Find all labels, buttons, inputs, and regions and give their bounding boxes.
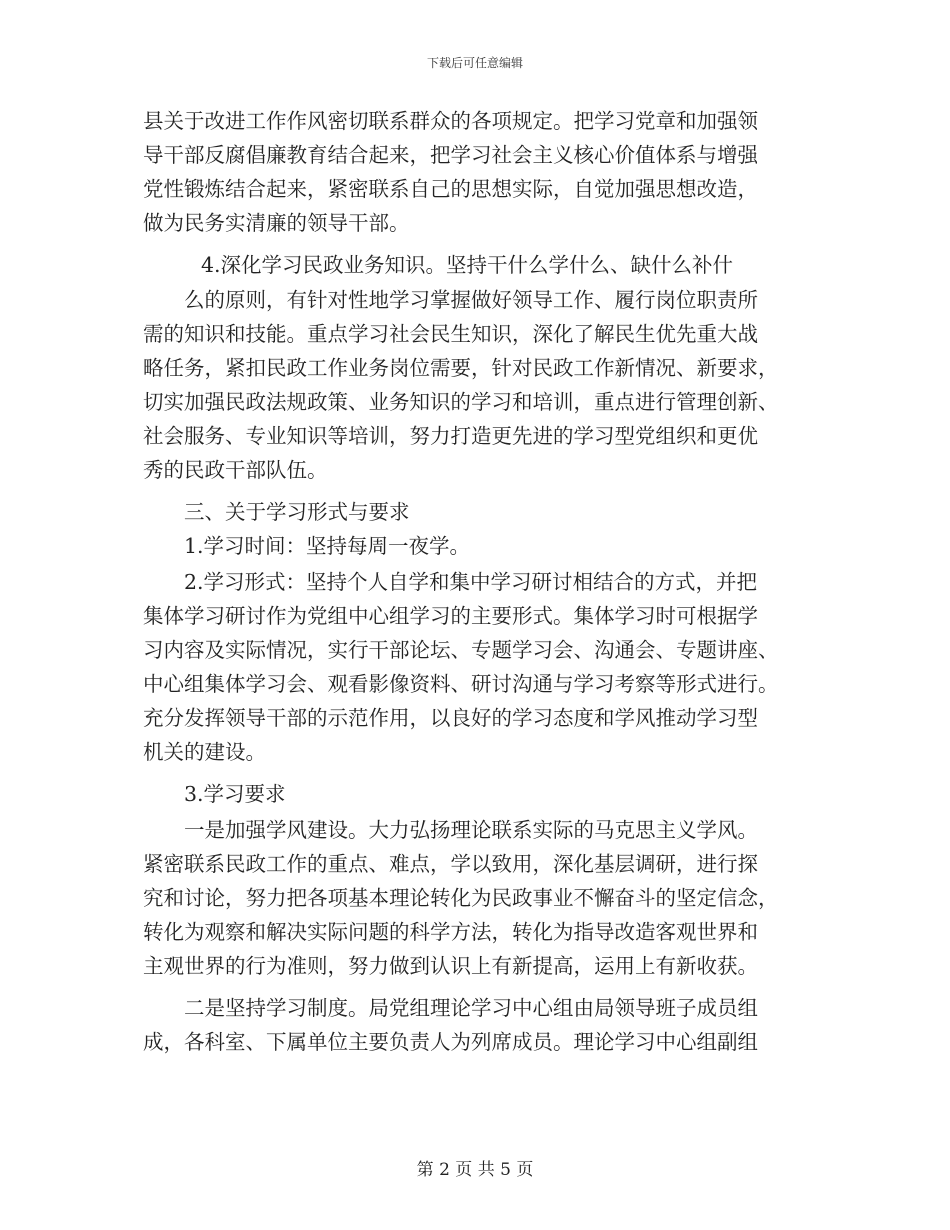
section-heading: 4.深化学习民政业务知识。坚持干什么学什么、缺什么补什	[201, 253, 734, 277]
text-line: 秀的民政干部队伍。	[143, 458, 328, 482]
text-line: 略任务，紧扣民政工作业务岗位需要，针对民政工作新情况、新要求，	[143, 356, 779, 380]
text-line: 充分发挥领导干部的示范作用，以良好的学习态度和学风推动学习型	[143, 706, 758, 730]
text-line: 中心组集体学习会、观看影像资料、研讨沟通与学习考察等形式进行。	[143, 672, 779, 696]
text-line: 究和讨论，努力把各项基本理论转化为民政事业不懈奋斗的坚定信念，	[143, 886, 779, 910]
text-line: 需的知识和技能。重点学习社会民生知识，深化了解民生优先重大战	[143, 322, 758, 346]
section-heading: 3.学习要求	[184, 782, 286, 806]
text-line: 县关于改进工作作风密切联系群众的各项规定。把学习党章和加强领	[143, 109, 758, 133]
text-line: 一是加强学风建设。大力弘扬理论联系实际的马克思主义学风。	[184, 818, 758, 842]
text-line: 机关的建设。	[143, 740, 266, 764]
text-line: 紧密联系民政工作的重点、难点，学以致用，深化基层调研，进行探	[143, 852, 758, 876]
text-line: 集体学习研讨作为党组中心组学习的主要形式。集体学习时可根据学	[143, 604, 758, 628]
text-line: 习内容及实际情况，实行干部论坛、专题学习会、沟通会、专题讲座、	[143, 638, 779, 662]
text-line: 主观世界的行为准则，努力做到认识上有新提高，运用上有新收获。	[143, 954, 758, 978]
text-line: 党性锻炼结合起来，紧密联系自己的思想实际，自觉加强思想改造，	[143, 177, 758, 201]
text-line: 么的原则，有针对性地学习掌握做好领导工作、履行岗位职责所	[184, 288, 758, 312]
section-heading: 三、关于学习形式与要求	[184, 500, 410, 524]
text-line: 成，各科室、下属单位主要负责人为列席成员。理论学习中心组副组	[143, 1030, 758, 1054]
text-line: 二是坚持学习制度。局党组理论学习中心组由局领导班子成员组	[184, 996, 758, 1020]
text-line: 切实加强民政法规政策、业务知识的学习和培训，重点进行管理创新、	[143, 390, 779, 414]
text-line: 1.学习时间：坚持每周一夜学。	[184, 534, 471, 558]
text-line: 做为民务实清廉的领导干部。	[143, 211, 410, 235]
text-line: 转化为观察和解决实际问题的科学方法，转化为指导改造客观世界和	[143, 920, 758, 944]
text-line: 社会服务、专业知识等培训，努力打造更先进的学习型党组织和更优	[143, 424, 758, 448]
text-line: 2.学习形式：坚持个人自学和集中学习研讨相结合的方式，并把	[184, 570, 758, 594]
page-footer: 第 2 页 共 5 页	[416, 1160, 534, 1180]
page-header: 下载后可任意编辑	[426, 56, 523, 70]
text-line: 导干部反腐倡廉教育结合起来，把学习社会主义核心价值体系与增强	[143, 143, 758, 167]
